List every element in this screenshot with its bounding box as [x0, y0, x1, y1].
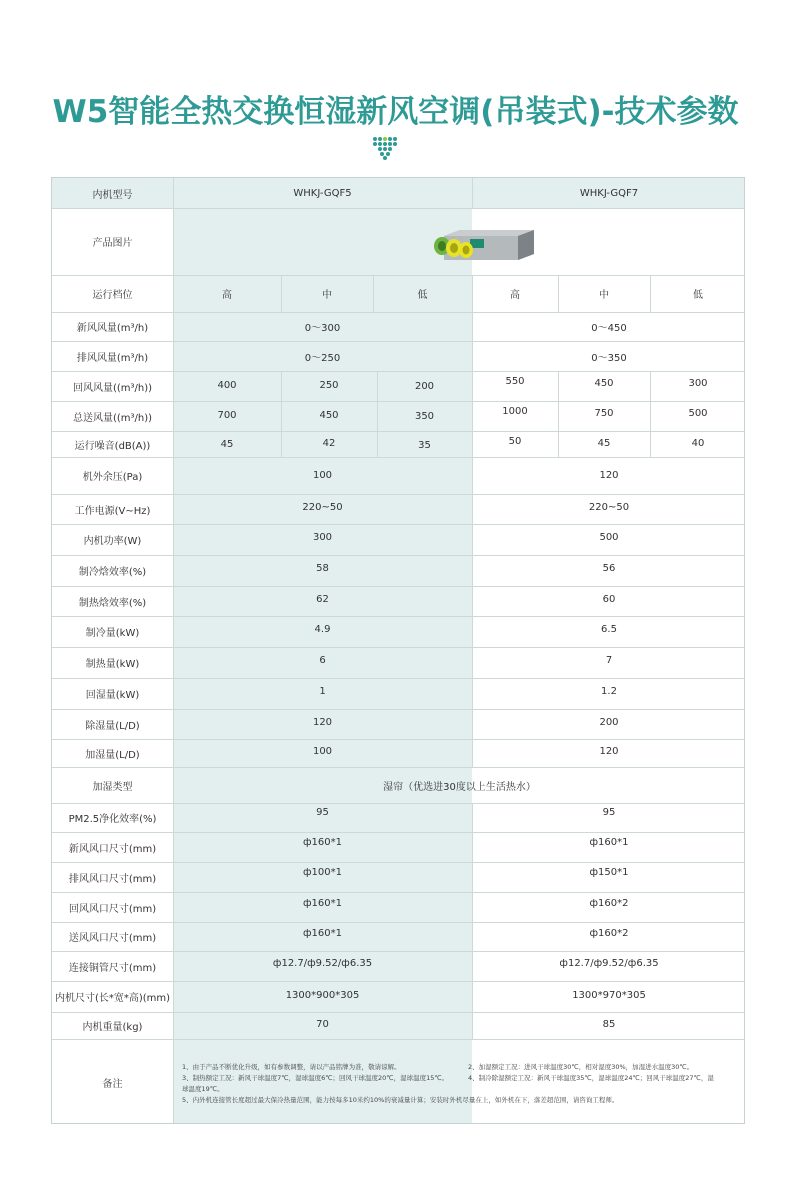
row-label: 运行噪音(dB(A))	[74, 440, 151, 452]
row-label: 制冷量(kW)	[85, 628, 140, 639]
row-label: 制冷焓效率(%)	[78, 567, 147, 578]
row-value-a: 100	[312, 745, 333, 757]
level-b-high: 高	[510, 290, 520, 301]
row-label: 排风风量(m³/h)	[76, 352, 149, 364]
split-value: 45	[220, 438, 234, 450]
row-value-a: 220~50	[302, 501, 343, 513]
split-value: 400	[217, 379, 237, 391]
row-value-b: 95	[602, 806, 616, 818]
row-value-b: 220~50	[588, 501, 630, 513]
split-value: 550	[505, 375, 525, 387]
row-label: 连接铜管尺寸(mm)	[68, 962, 157, 974]
row-value-a: ф160*1	[303, 836, 342, 848]
split-value: 200	[414, 380, 435, 392]
row-label: 除湿量(L/D)	[85, 720, 140, 732]
row-label: 新风风量(m³/h)	[76, 323, 149, 334]
row-value-a: 1300*900*305	[285, 989, 360, 1001]
row-value-a: 6	[319, 655, 326, 666]
row-value-b: 0～350	[591, 352, 627, 364]
row-value-b: 200	[599, 716, 619, 728]
row-label: 加湿量(L/D)	[85, 749, 140, 761]
row-value-b: ф160*2	[589, 927, 629, 939]
model-label: 内机型号	[92, 189, 133, 201]
row-value-a: 95	[316, 806, 329, 818]
row-value-a: 100	[312, 470, 333, 481]
row-value-a: 1	[319, 686, 326, 697]
note-1: 1、由于产品不断优化升级，如有参数调整，请以产品铭牌为准，敬请谅解。	[182, 1063, 401, 1071]
row-value-b: 85	[602, 1018, 616, 1030]
level-b-mid: 中	[599, 290, 609, 301]
row-value-b: 120	[599, 470, 619, 481]
product-image-label: 产品图片	[92, 238, 133, 249]
row-value-b: ф160*1	[589, 836, 629, 848]
split-value: 450	[594, 377, 614, 389]
row-label: 回风风量((m³/h))	[72, 382, 153, 394]
split-value: 42	[322, 437, 336, 449]
row-label: 内机重量(kg)	[82, 1022, 143, 1033]
row-value-a: ф12.7/ф9.52/ф6.35	[272, 957, 373, 969]
page-title: W5智能全热交换恒湿新风空调(吊装式)-技术参数	[52, 94, 739, 130]
notes-text	[182, 1062, 742, 1122]
row-label: 回湿量(kW)	[85, 690, 140, 701]
row-label: 机外余压(Pa)	[82, 472, 143, 483]
row-value-a: 0～250	[304, 352, 341, 364]
row-label: 总送风量((m³/h))	[72, 412, 153, 424]
row-label: 排风风口尺寸(mm)	[68, 873, 157, 885]
row-value-a: 62	[316, 593, 329, 605]
split-value: 45	[597, 437, 611, 449]
note-4: 4、制冷除湿额定工况：新风干球温度35℃，湿球温度24℃；回风干球温度27℃，湿	[468, 1074, 714, 1082]
row-value-a: 70	[316, 1018, 329, 1030]
row-value-b: 120	[599, 745, 619, 757]
row-label: 内机尺寸(长*宽*高)(mm)	[54, 993, 171, 1004]
spec-table	[51, 177, 745, 1124]
split-value: 750	[594, 407, 614, 419]
split-value: 40	[691, 437, 705, 449]
row-value-b: 500	[599, 532, 619, 543]
green-heart-logo-icon	[372, 136, 398, 160]
row-label: 内机功率(W)	[83, 536, 142, 547]
row-value-b: 1.2	[601, 686, 617, 697]
split-value: 300	[688, 377, 708, 389]
notes-label: 备注	[102, 1078, 123, 1090]
split-value: 1000	[502, 405, 528, 417]
row-value-b: 0～450	[591, 323, 627, 334]
note-3: 3、制热额定工况：新风干球温度7℃，湿球温度6℃；回风干球温度20℃，湿球温度15℃。	[182, 1074, 449, 1082]
row-value-b: 7	[605, 655, 613, 666]
row-value-b: 60	[602, 593, 616, 605]
row-value-a: 4.9	[314, 624, 331, 635]
row-value-b: ф160*2	[589, 897, 629, 909]
row-label: 回风风口尺寸(mm)	[68, 903, 157, 915]
row-label: PM2.5净化效率(%)	[68, 814, 157, 825]
row-value-a: ф100*1	[303, 866, 342, 878]
row-value-b: ф150*1	[589, 866, 629, 878]
split-value: 50	[508, 435, 522, 447]
model-a: WHKJ-GQF5	[293, 187, 352, 199]
ceiling-air-handler-unit-image	[430, 230, 534, 266]
row-value-b: 6.5	[601, 624, 617, 635]
row-value-b: 1300*970*305	[572, 989, 646, 1001]
humid-type-value: 湿帘（优选进30度以上生活热水）	[383, 781, 536, 793]
split-value: 350	[414, 410, 435, 422]
row-value-a: ф160*1	[303, 897, 342, 909]
split-value: 450	[319, 409, 339, 421]
level-a-low: 低	[417, 290, 428, 301]
row-value-b: 56	[602, 563, 616, 574]
row-label: 送风风口尺寸(mm)	[68, 933, 157, 944]
row-value-b: ф12.7/ф9.52/ф6.35	[559, 957, 659, 969]
level-a-high: 高	[222, 290, 232, 301]
level-a-mid: 中	[322, 290, 332, 301]
row-label: 制热量(kW)	[85, 659, 140, 670]
row-label: 新风风口尺寸(mm)	[68, 843, 157, 855]
note-5: 5、内外机连接管长度超过最大保冷热量范围，能力按每多10米约10%的衰减量计算；安装时外机尽量在上，如外机在下，落差超范围，请咨询工程师。	[182, 1096, 619, 1104]
split-value: 500	[688, 407, 708, 419]
model-b: WHKJ-GQF7	[579, 187, 639, 199]
row-value-a: 300	[312, 532, 333, 543]
row-label: 制热焓效率(%)	[78, 597, 147, 609]
row-label: 工作电源(V~Hz)	[74, 505, 151, 517]
row-value-a: 120	[312, 716, 333, 728]
split-value: 35	[418, 439, 431, 451]
level-b-low: 低	[693, 290, 703, 301]
split-value: 250	[319, 379, 339, 391]
row-value-a: ф160*1	[303, 927, 342, 939]
split-value: 700	[217, 409, 237, 421]
note-4-continued: 球温度19℃。	[182, 1085, 224, 1093]
humid-type-label: 加湿类型	[92, 781, 133, 793]
levels-label: 运行档位	[92, 290, 133, 301]
row-value-a: 0～300	[304, 323, 341, 334]
note-2: 2、加湿额定工况：进风干球温度30℃，相对湿度30%，加湿进水温度30℃。	[468, 1063, 694, 1071]
row-value-a: 58	[316, 563, 329, 574]
